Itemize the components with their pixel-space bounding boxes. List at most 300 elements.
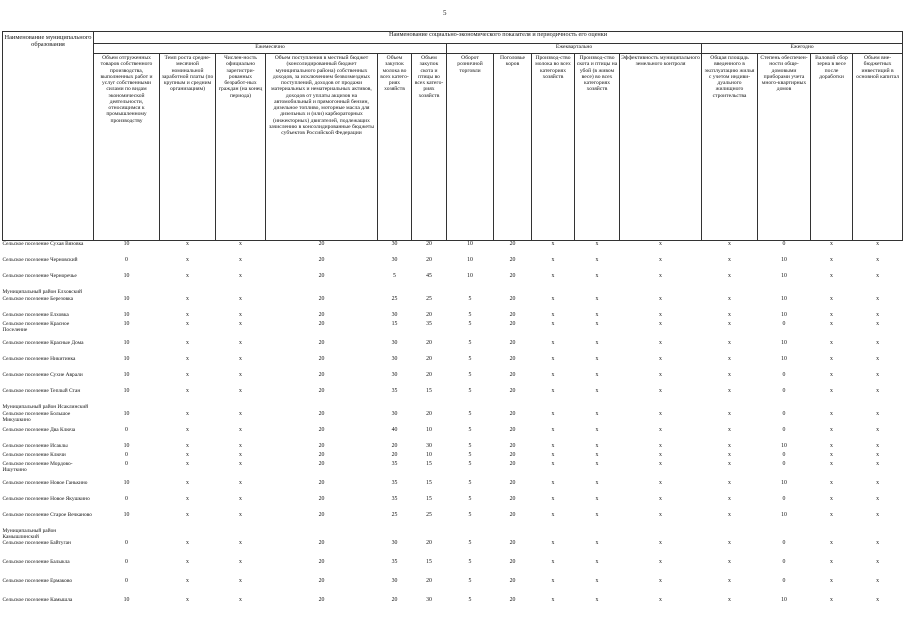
value-cell: 10 — [123, 321, 130, 327]
value-cell — [160, 404, 216, 411]
value-cell: 0 — [125, 452, 128, 458]
municipality-name: Сельское поселение Красное Поселение — [2, 321, 70, 334]
value-cell: 20 — [318, 597, 325, 604]
municipality-name: Сельское поселение Ермаково — [2, 578, 73, 585]
value-cell: 20 — [509, 540, 516, 547]
value-cell — [532, 289, 575, 296]
value-cell: 30 — [391, 356, 398, 362]
value-cell: 20 — [509, 356, 516, 362]
table-row — [3, 443, 903, 452]
value-cell: х — [551, 461, 555, 467]
value-cell: х — [186, 312, 189, 318]
value-cell: 20 — [426, 411, 432, 417]
municipality-name: Сельское поселение Мордово-Ишуткино — [2, 461, 73, 474]
value-cell: 20 — [318, 312, 325, 318]
value-cell: х — [595, 496, 599, 502]
value-cell: 30 — [391, 340, 398, 346]
value-cell: х — [830, 388, 833, 394]
value-cell: 10 — [781, 257, 787, 263]
value-cell: х — [876, 512, 880, 518]
value-cell: х — [595, 372, 599, 378]
value-cell: х — [728, 461, 731, 467]
value-cell: х — [551, 273, 555, 279]
value-cell — [447, 528, 494, 540]
value-cell: 0 — [782, 427, 786, 433]
value-cell: х — [659, 597, 662, 604]
value-cell: х — [876, 496, 880, 502]
value-cell: 10 — [426, 427, 432, 433]
value-cell: х — [186, 321, 189, 327]
column-header: Темп роста средне-месячной номинальной заработной платы (по крупным и средним организациям) — [160, 54, 216, 241]
value-cell — [94, 404, 160, 411]
value-cell: х — [595, 241, 599, 247]
municipality-name: Муниципальный район Елховский — [2, 289, 82, 295]
value-cell: 10 — [426, 452, 432, 458]
municipality-name: Сельское поселение Исаклы — [2, 443, 68, 449]
value-cell: 35 — [391, 388, 398, 394]
value-cell: х — [595, 273, 599, 279]
table-row — [3, 372, 903, 388]
value-cell: 0 — [782, 411, 786, 417]
column-header: Объем отгруженных товаров собственного производства, выполненных работ и услуг собственными силами по видам экономической деятельности, относящимся к промышленному производству — [94, 54, 160, 241]
municipality-name: Сельское поселение Балыкла — [2, 559, 70, 566]
value-cell: х — [728, 578, 731, 585]
value-cell — [378, 289, 412, 296]
value-cell: 20 — [426, 540, 432, 547]
value-cell: 20 — [509, 480, 516, 486]
value-cell: 30 — [391, 241, 398, 247]
value-cell: 10 — [123, 597, 130, 604]
value-cell: х — [876, 411, 880, 417]
value-cell: х — [595, 356, 599, 362]
value-cell: х — [728, 356, 731, 362]
table-row — [3, 257, 903, 273]
value-cell: х — [551, 257, 555, 263]
value-cell: х — [830, 597, 833, 604]
value-cell: 5 — [468, 340, 472, 346]
value-cell: х — [659, 443, 662, 449]
value-cell: х — [659, 427, 662, 433]
value-cell: 5 — [468, 578, 472, 585]
value-cell: 35 — [391, 480, 398, 486]
municipality-name: Сельское поселение Елховка — [2, 312, 69, 318]
table-row — [3, 512, 903, 528]
value-cell — [532, 528, 575, 540]
value-cell: х — [659, 512, 662, 518]
value-cell: х — [728, 372, 731, 378]
value-cell — [702, 528, 758, 540]
value-cell: 10 — [123, 480, 130, 486]
table-row — [3, 540, 903, 559]
table-row — [3, 597, 903, 613]
group-monthly: Ежемесячно — [94, 44, 447, 54]
value-cell: 10 — [781, 597, 787, 604]
value-cell: х — [239, 578, 242, 585]
value-cell — [94, 528, 160, 540]
value-cell: 10 — [467, 257, 473, 263]
value-cell: 30 — [391, 257, 398, 263]
value-cell: х — [595, 540, 599, 547]
value-cell: 10 — [467, 273, 473, 279]
table-row — [3, 388, 903, 404]
value-cell: 10 — [123, 340, 130, 346]
value-cell — [378, 528, 412, 540]
value-cell: 10 — [123, 388, 130, 394]
table-row — [3, 404, 903, 411]
value-cell: х — [659, 273, 662, 279]
municipality-name: Сельское поселение Красные Дома — [2, 340, 84, 346]
value-cell: 20 — [509, 257, 516, 263]
group-yearly: Ежегодно — [702, 44, 903, 54]
value-cell: х — [876, 427, 880, 433]
value-cell: 5 — [468, 296, 472, 302]
value-cell: 0 — [125, 578, 128, 585]
value-cell: 20 — [318, 443, 325, 449]
value-cell: 20 — [318, 356, 325, 362]
value-cell: х — [830, 356, 833, 362]
table-row — [3, 411, 903, 427]
value-cell: 25 — [391, 296, 398, 302]
value-cell: х — [830, 273, 833, 279]
value-cell — [620, 528, 702, 540]
value-cell: 20 — [426, 312, 432, 318]
value-cell: х — [728, 340, 731, 346]
municipality-name: Сельское поселение Новое Якушкино — [2, 496, 90, 502]
value-cell: 0 — [782, 388, 786, 394]
value-cell — [620, 404, 702, 411]
value-cell: х — [239, 321, 242, 327]
value-cell: 15 — [391, 321, 398, 327]
value-cell: 20 — [509, 559, 516, 566]
value-cell: 10 — [781, 312, 787, 318]
value-cell: х — [876, 273, 880, 279]
value-cell: 5 — [468, 559, 472, 566]
table-row — [3, 273, 903, 289]
value-cell: х — [239, 427, 242, 433]
value-cell: х — [876, 241, 880, 247]
value-cell — [575, 289, 620, 296]
value-cell: х — [186, 340, 189, 346]
value-cell — [160, 528, 216, 540]
value-cell: 10 — [123, 512, 130, 518]
value-cell: х — [830, 461, 833, 467]
value-cell: х — [659, 356, 662, 362]
value-cell: х — [728, 559, 731, 566]
value-cell: 20 — [318, 540, 325, 547]
value-cell: 30 — [391, 312, 398, 318]
value-cell: х — [186, 540, 189, 547]
value-cell: х — [595, 296, 599, 302]
value-cell — [160, 289, 216, 296]
value-cell: х — [728, 321, 731, 327]
page-number: 5 — [443, 9, 447, 17]
value-cell: х — [659, 578, 662, 585]
value-cell: х — [876, 356, 880, 362]
value-cell — [853, 528, 903, 540]
value-cell: х — [551, 597, 555, 604]
value-cell — [94, 289, 160, 296]
municipality-name: Сельское поселение Большое Микушкино — [2, 411, 71, 424]
value-cell: 20 — [426, 340, 432, 346]
value-cell: х — [595, 312, 599, 318]
indicator-header: Наименование социально-экономического показателя и периодичность его оценки — [94, 32, 903, 44]
value-cell: х — [186, 452, 189, 458]
municipality-name: Сельское поселение Ключи — [2, 452, 66, 458]
value-cell: х — [186, 356, 189, 362]
value-cell: 0 — [782, 559, 786, 566]
municipality-name: Сельское поселение Сухая Вязовка — [2, 241, 84, 247]
value-cell: 5 — [468, 388, 472, 394]
value-cell: 5 — [393, 273, 396, 279]
group-quarterly: Ежеквартально — [447, 44, 702, 54]
value-cell: х — [830, 296, 833, 302]
value-cell: 20 — [426, 257, 432, 263]
value-cell: 10 — [123, 296, 130, 302]
value-cell: 30 — [426, 597, 432, 604]
table-row — [3, 312, 903, 321]
value-cell — [811, 404, 853, 411]
table-row — [3, 241, 903, 258]
value-cell: 5 — [468, 512, 472, 518]
value-cell — [575, 404, 620, 411]
value-cell — [811, 289, 853, 296]
value-cell: 20 — [318, 340, 325, 346]
municipality-name: Сельское поселение Сухие Аврали — [2, 372, 83, 378]
value-cell: 10 — [123, 443, 130, 449]
value-cell: 0 — [782, 540, 786, 547]
value-cell: 20 — [509, 578, 516, 585]
value-cell — [266, 289, 378, 296]
value-cell: 20 — [391, 443, 398, 449]
value-cell: 20 — [318, 496, 325, 502]
value-cell: х — [728, 411, 731, 417]
column-header: Объем вне-бюджетных инвестиций в основной капитал — [853, 54, 903, 241]
value-cell: х — [595, 388, 599, 394]
municipality-name: Сельское поселение Два Ключа — [2, 427, 76, 433]
value-cell: 30 — [391, 578, 398, 585]
value-cell: 20 — [391, 452, 398, 458]
value-cell: 5 — [468, 597, 472, 604]
value-cell: 20 — [426, 356, 432, 362]
value-cell: 10 — [123, 312, 130, 318]
municipality-name: Сельское поселение Березовка — [2, 296, 74, 302]
value-cell: х — [659, 296, 662, 302]
value-cell: 10 — [123, 356, 130, 362]
value-cell: 25 — [426, 296, 432, 302]
value-cell: х — [830, 340, 833, 346]
value-cell: х — [186, 443, 189, 449]
value-cell: х — [876, 559, 880, 566]
value-cell: х — [239, 461, 242, 467]
value-cell: х — [186, 512, 189, 518]
value-cell: 5 — [468, 356, 472, 362]
value-cell: 0 — [782, 461, 786, 467]
column-header: Степень обеспечен-ности обще-домовыми приборами учета много-квартирных домов — [758, 54, 811, 241]
value-cell: х — [239, 443, 242, 449]
value-cell: 20 — [509, 411, 516, 417]
column-header: Числен-ность официально зарегистри-рованных безработ-ных граждан (на конец периода) — [216, 54, 266, 241]
value-cell: х — [239, 388, 242, 394]
value-cell: х — [876, 321, 880, 327]
column-header: Объем закупок молока во всех катего-риях хозяйств — [378, 54, 412, 241]
column-header: Объем закупок скота и птицы во всех катего-риях хозяйств — [412, 54, 447, 241]
value-cell: х — [239, 372, 242, 378]
value-cell: х — [595, 321, 599, 327]
value-cell: х — [239, 411, 242, 417]
value-cell: 30 — [391, 411, 398, 417]
value-cell: х — [551, 312, 555, 318]
value-cell: х — [830, 512, 833, 518]
value-cell: х — [659, 461, 662, 467]
value-cell: 5 — [468, 461, 472, 467]
value-cell: х — [728, 257, 731, 263]
value-cell: 45 — [426, 273, 432, 279]
value-cell: 20 — [318, 559, 325, 566]
value-cell: х — [551, 480, 555, 486]
value-cell: х — [186, 388, 189, 394]
value-cell: 20 — [318, 480, 325, 486]
table-row — [3, 321, 903, 340]
value-cell: х — [659, 241, 662, 247]
value-cell: 20 — [318, 257, 325, 263]
column-header: Производ-ство молока во всех категориях хозяйств — [532, 54, 575, 241]
value-cell: х — [595, 452, 599, 458]
value-cell: 20 — [509, 372, 516, 378]
value-cell: 35 — [391, 496, 398, 502]
value-cell: х — [186, 241, 189, 247]
value-cell: 20 — [318, 512, 325, 518]
value-cell: 20 — [318, 372, 325, 378]
value-cell: х — [659, 312, 662, 318]
indicators-table — [2, 31, 903, 613]
value-cell — [216, 289, 266, 296]
value-cell: х — [551, 356, 555, 362]
value-cell: х — [830, 411, 833, 417]
value-cell: 20 — [426, 241, 432, 247]
value-cell — [620, 289, 702, 296]
value-cell: х — [728, 540, 731, 547]
value-cell: х — [659, 496, 662, 502]
value-cell: х — [595, 411, 599, 417]
table-row — [3, 496, 903, 512]
value-cell: х — [595, 427, 599, 433]
value-cell: 15 — [426, 461, 432, 467]
value-cell: 20 — [318, 388, 325, 394]
value-cell: х — [595, 597, 599, 604]
value-cell: х — [876, 257, 880, 263]
value-cell: 20 — [509, 273, 516, 279]
value-cell: х — [186, 427, 189, 433]
value-cell: 20 — [509, 597, 516, 604]
value-cell — [412, 528, 447, 540]
column-header: Валовой сбор зерна в весе после доработки — [811, 54, 853, 241]
value-cell: 5 — [468, 312, 472, 318]
value-cell: х — [876, 296, 880, 302]
value-cell: 10 — [123, 372, 130, 378]
value-cell: 20 — [509, 296, 516, 302]
value-cell: 20 — [318, 241, 325, 247]
value-cell: 10 — [123, 241, 130, 247]
value-cell: х — [728, 443, 731, 449]
value-cell — [532, 404, 575, 411]
value-cell — [702, 404, 758, 411]
municipality-header: Наименование муниципального образования — [3, 32, 94, 241]
value-cell: 0 — [125, 461, 128, 467]
value-cell: х — [551, 388, 555, 394]
table-row — [3, 427, 903, 443]
value-cell: х — [659, 388, 662, 394]
value-cell: х — [659, 452, 662, 458]
value-cell: х — [551, 452, 555, 458]
value-cell: х — [186, 578, 189, 585]
value-cell: 5 — [468, 480, 472, 486]
column-header: Объем поступления в местный бюджет (консолидированный бюджет муниципального района) собственных доходов, за исключением безвозмездных поступлений, доходов от продажи материальных и нематериальных активов, доходов от уплаты акцизов на автомобильный и прямогонный бензин, дизельное топливо, моторные масла для дизельных и (или) карбюраторных (инжекторных) двигателей, подлежащих зачислению в консолидированные бюджеты субъектов Российской Федерации — [266, 54, 378, 241]
value-cell: х — [830, 496, 833, 502]
value-cell — [266, 528, 378, 540]
value-cell: 25 — [391, 512, 398, 518]
value-cell: х — [876, 312, 880, 318]
value-cell: х — [595, 480, 599, 486]
value-cell — [853, 289, 903, 296]
municipality-name: Муниципальный район Камышлинский — [2, 528, 57, 541]
value-cell: 35 — [391, 461, 398, 467]
value-cell: 15 — [426, 496, 432, 502]
value-cell: х — [239, 296, 242, 302]
municipality-name: Муниципальный район Исаклинский — [2, 404, 89, 410]
value-cell: х — [728, 296, 731, 302]
value-cell: 20 — [318, 296, 325, 302]
value-cell: 20 — [509, 312, 516, 318]
value-cell: х — [659, 480, 662, 486]
municipality-name: Сельское поселение Никитинка — [2, 356, 76, 362]
value-cell: х — [659, 340, 662, 346]
value-cell: 0 — [125, 257, 128, 263]
value-cell: х — [551, 540, 555, 547]
value-cell: х — [551, 340, 555, 346]
table-row — [3, 578, 903, 597]
value-cell: 30 — [391, 372, 398, 378]
value-cell: х — [186, 273, 189, 279]
value-cell: х — [830, 372, 833, 378]
value-cell: 20 — [509, 512, 516, 518]
column-header: Поголовье коров — [494, 54, 532, 241]
value-cell: х — [830, 452, 833, 458]
value-cell: 10 — [781, 512, 787, 518]
value-cell: 20 — [318, 321, 325, 327]
value-cell: 35 — [391, 559, 398, 566]
value-cell: х — [659, 257, 662, 263]
value-cell: х — [876, 340, 880, 346]
value-cell: 10 — [467, 241, 473, 247]
value-cell: 15 — [426, 559, 432, 566]
value-cell: 20 — [391, 597, 398, 604]
value-cell: х — [830, 480, 833, 486]
table-row — [3, 340, 903, 356]
value-cell: 20 — [509, 427, 516, 433]
value-cell: 5 — [468, 372, 472, 378]
value-cell: 5 — [468, 443, 472, 449]
value-cell: х — [876, 540, 880, 547]
value-cell: х — [728, 388, 731, 394]
value-cell: 10 — [781, 273, 787, 279]
value-cell: х — [595, 559, 599, 566]
municipality-name: Сельское поселение Новое Ганькино — [2, 480, 88, 486]
value-cell: х — [551, 559, 555, 566]
value-cell: х — [239, 356, 242, 362]
value-cell: х — [186, 559, 189, 566]
value-cell: х — [728, 312, 731, 318]
value-cell: х — [239, 496, 242, 502]
